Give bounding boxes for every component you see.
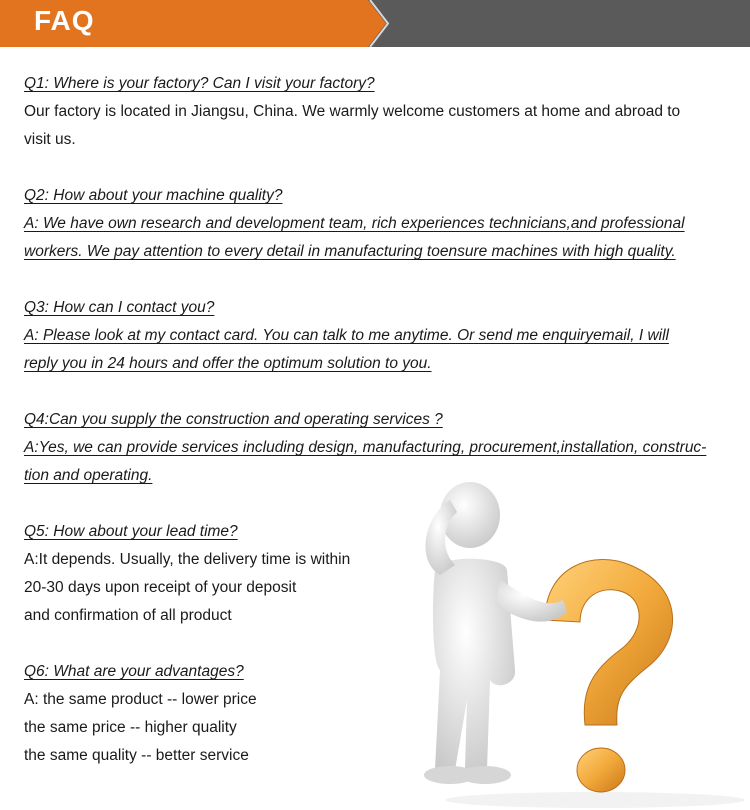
faq-answer-line: 20-30 days upon receipt of your deposit (24, 579, 297, 596)
faq-answer-line: A: Please look at my contact card. You can talk to me anytime. Or send me enquiryemail, I will (24, 327, 669, 344)
faq-answer-line: the same quality -- better service (24, 747, 249, 764)
faq-item (24, 182, 744, 266)
faq-answer-line: A: We have own research and development team, rich experiences technicians,and professional (24, 215, 685, 232)
header-banner-shape (0, 0, 750, 47)
faq-question: Q1: Where is your factory? Can I visit your factory? (24, 75, 375, 92)
faq-answer-line: A:It depends. Usually, the delivery time is within (24, 551, 351, 568)
faq-item (24, 70, 744, 154)
faq-answer-line: the same price -- higher quality (24, 719, 237, 736)
faq-answer-line: Our factory is located in Jiangsu, China. We warmly welcome customers at home and abroad to (24, 103, 681, 120)
faq-question: Q5: How about your lead time? (24, 523, 238, 540)
page-title: FAQ (34, 5, 95, 36)
faq-answer-line: tion and operating. (24, 467, 153, 484)
thinking-person-question-mark-icon (395, 470, 750, 810)
faq-header (0, 0, 750, 47)
faq-answer-line: and confirmation of all product (24, 607, 232, 624)
faq-question: Q2: How about your machine quality? (24, 187, 283, 204)
faq-answer-line: visit us. (24, 131, 76, 148)
faq-answer-line: A: the same product -- lower price (24, 691, 257, 708)
faq-question: Q6: What are your advantages? (24, 663, 244, 680)
faq-question: Q4:Can you supply the construction and operating services ? (24, 411, 443, 428)
faq-answer-line: A:Yes, we can provide services including design, manufacturing, procurement,installation, construc- (24, 439, 707, 456)
faq-question: Q3: How can I contact you? (24, 299, 215, 316)
faq-answer-line: reply you in 24 hours and offer the optimum solution to you. (24, 355, 432, 372)
faq-item (24, 294, 744, 378)
faq-answer-line: workers. We pay attention to every detail in manufacturing toensure machines with high quality. (24, 243, 676, 260)
